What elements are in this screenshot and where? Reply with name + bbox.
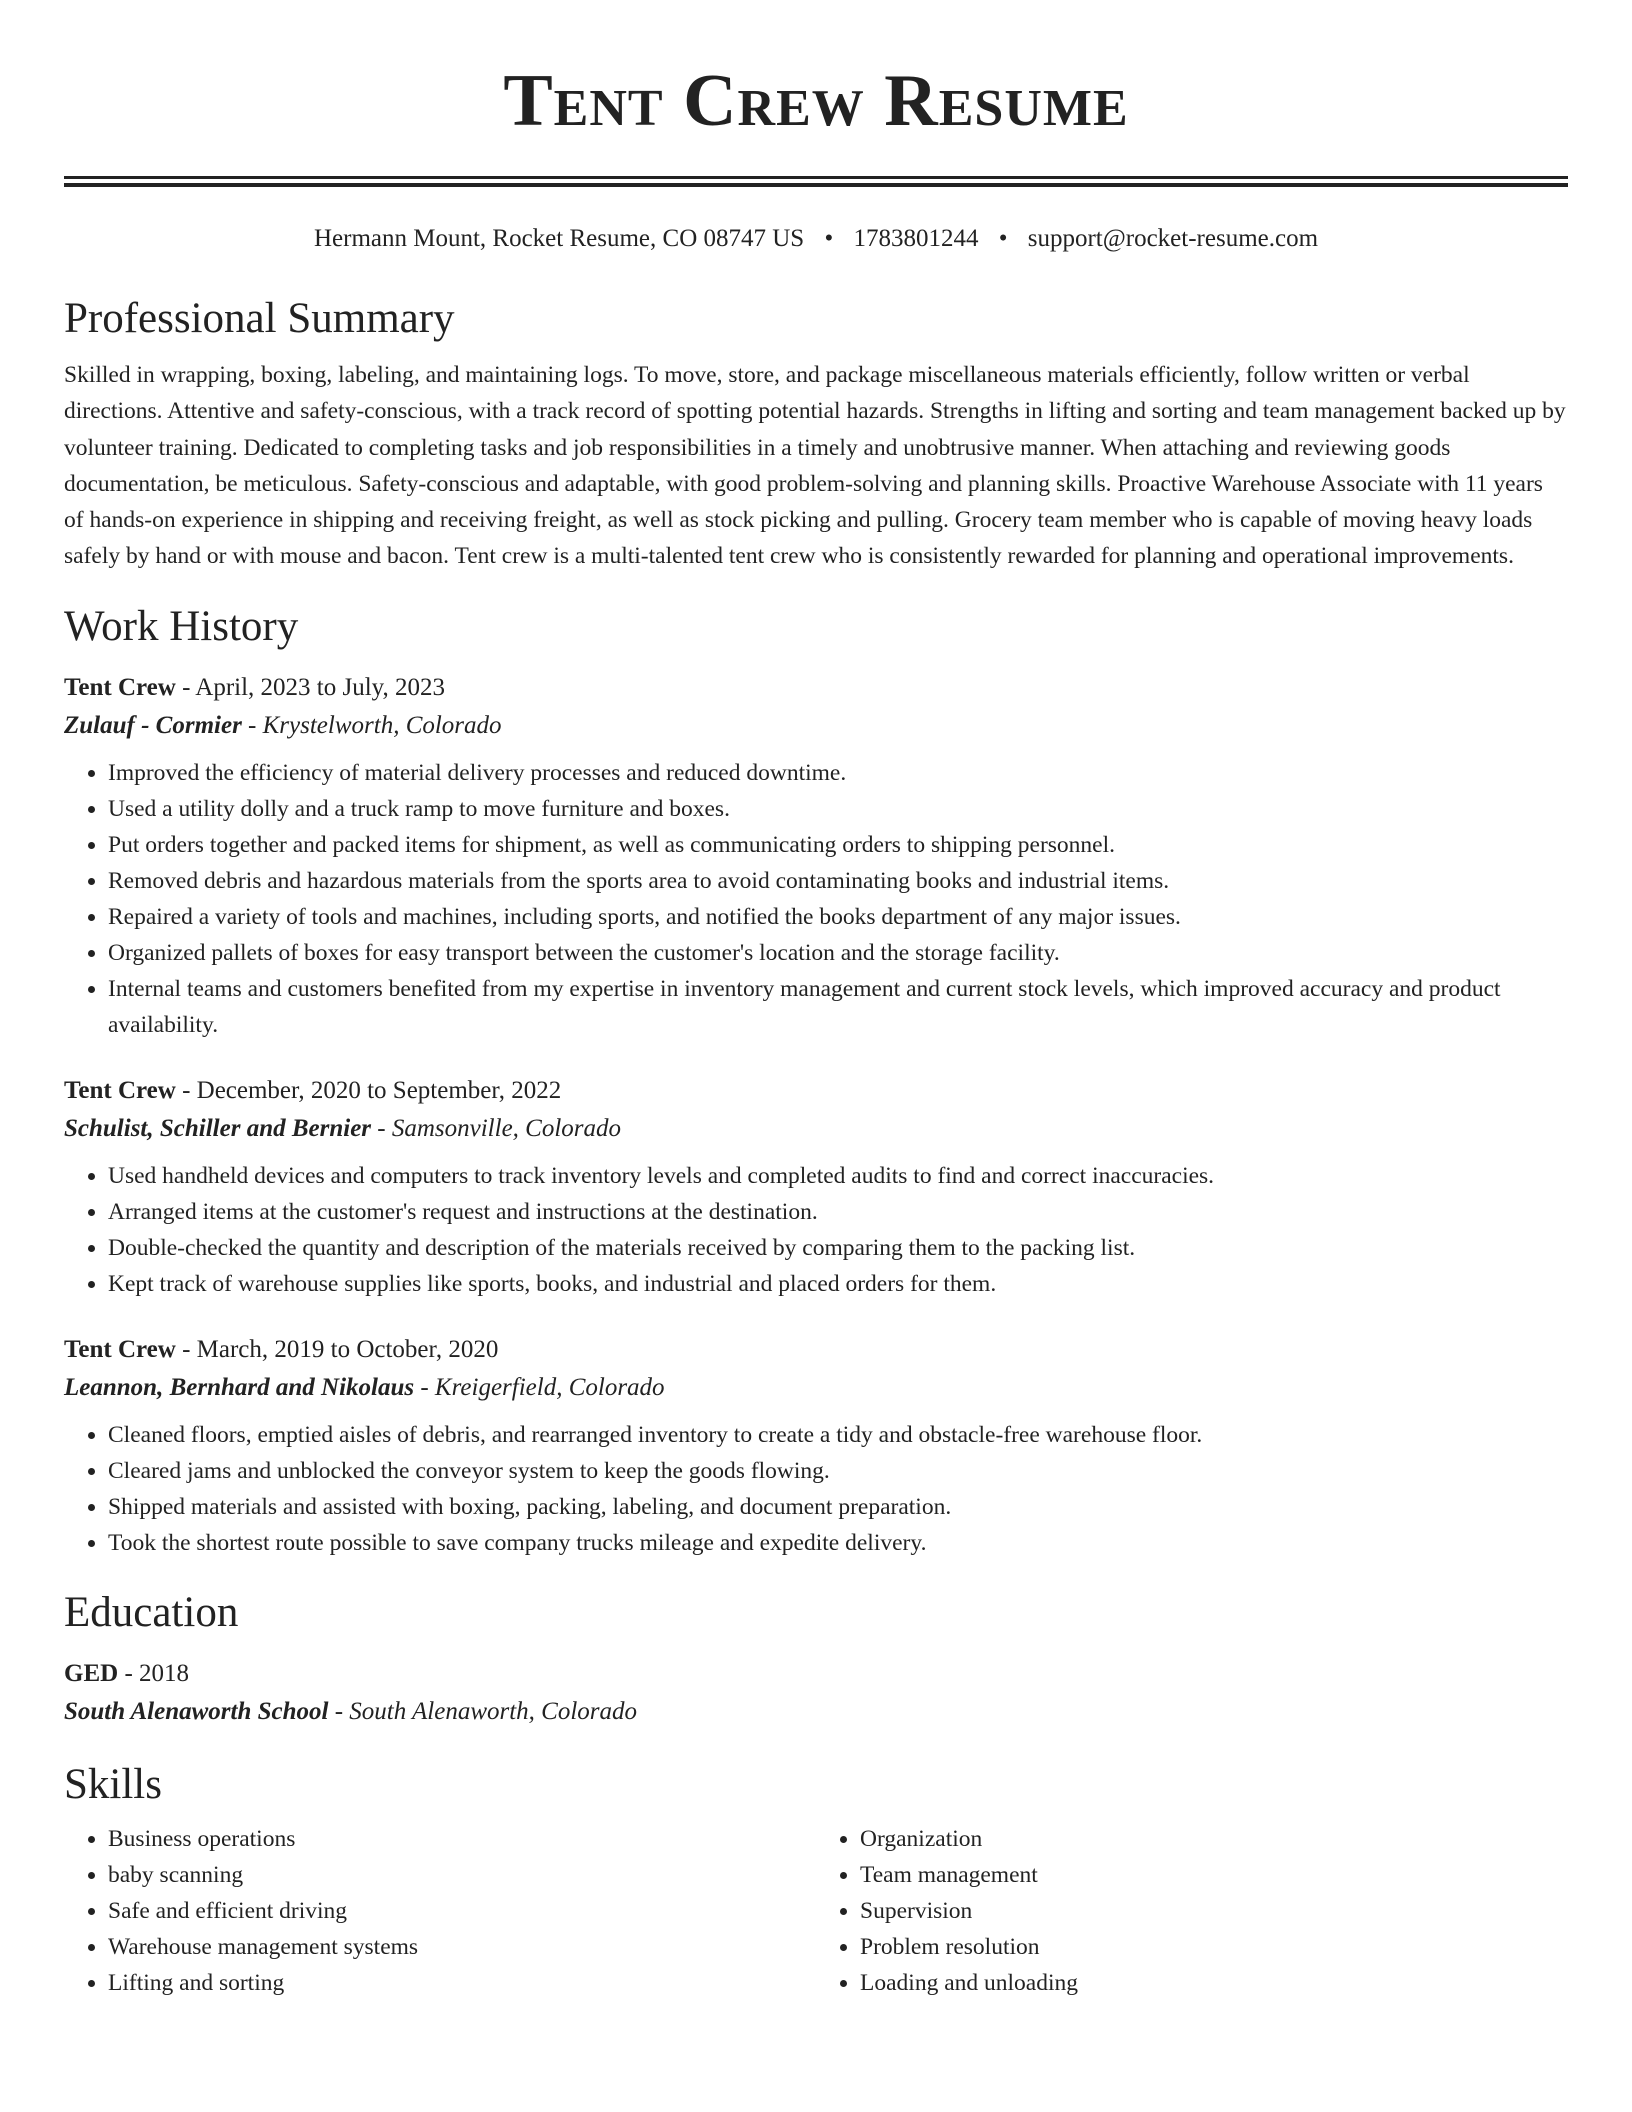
job-company-line: [64, 1110, 1568, 1148]
skill-item: • Supervision: [860, 1893, 1568, 1929]
summary-heading: Professional Summary: [64, 295, 455, 342]
skill-item: • Safe and efficient driving: [108, 1893, 816, 1929]
job-dates: - March, 2019 to October, 2020: [175, 1335, 499, 1363]
job-title: Tent Crew: [64, 1335, 176, 1363]
job-duties-list: [64, 1158, 1568, 1302]
job-duty: • Shipped materials and assisted with boxing, packing, labeling, and document preparation.: [108, 1489, 1568, 1525]
job-title-line: [64, 1331, 1568, 1369]
job-duty: • Cleared jams and unblocked the conveyor system to keep the goods flowing.: [108, 1453, 1568, 1489]
job-duty: • Used handheld devices and computers to track inventory levels and completed audits to find and correct inaccuracies.: [108, 1158, 1568, 1194]
skill-item: • baby scanning: [108, 1857, 816, 1893]
job-entry: [64, 669, 1568, 1043]
job-company: Schulist, Schiller and Bernier: [64, 1114, 372, 1142]
education-school: South Alenaworth School: [64, 1697, 329, 1725]
job-company-line: [64, 707, 1568, 745]
skill-item: • Lifting and sorting: [108, 1965, 816, 2001]
contact-separator: •: [824, 225, 834, 252]
skills-heading: Skills: [64, 1760, 162, 1808]
job-location: - Krystelworth, Colorado: [241, 711, 502, 739]
job-entry: [64, 1072, 1568, 1302]
job-company-line: [64, 1369, 1568, 1407]
job-duty: • Arranged items at the customer's request and instructions at the destination.: [108, 1194, 1568, 1230]
education-degree-line: [64, 1655, 1568, 1693]
job-duty: • Removed debris and hazardous materials from the sports area to avoid contaminating books and industrial items.: [108, 863, 1568, 899]
job-title-line: [64, 669, 1568, 707]
job-entry: [64, 1331, 1568, 1561]
job-duty: • Kept track of warehouse supplies like sports, books, and industrial and placed orders for them.: [108, 1266, 1568, 1302]
job-company: Zulauf - Cormier: [64, 711, 242, 739]
job-duty: • Took the shortest route possible to save company trucks mileage and expedite delivery.: [108, 1525, 1568, 1561]
contact-address: Hermann Mount, Rocket Resume, CO 08747 US: [313, 225, 805, 252]
job-duty: • Put orders together and packed items for shipment, as well as communicating orders to shipping personnel.: [108, 827, 1568, 863]
summary-text: Skilled in wrapping, boxing, labeling, and maintaining logs. To move, store, and package miscellaneous materials efficiently, follow written or verbal directions. Attentive and safety-conscious, with a track record of spotting potential hazards. Strengths in lifting and sorting and team management backed up by volunteer training. Dedicated to completing tasks and job responsibilities in a timely and unobtrusive manner. When attaching and reviewing goods documentation, be meticulous. Safety-conscious and adaptable, with good problem-solving and planning skills. Proactive Warehouse Associate with 11 years of hands-on experience in shipping and receiving freight, as well as stock picking and pulling. Grocery team member who is capable of moving heavy loads safely by hand or with mouse and bacon. Tent crew is a multi-talented tent crew who is consistently rewarded for planning and operational improvements.: [64, 362, 1566, 570]
skills-list-left: [64, 1821, 816, 2001]
job-duty: • Organized pallets of boxes for easy transport between the customer's location and the storage facility.: [108, 935, 1568, 971]
contact-separator: •: [998, 225, 1008, 252]
title-divider: [64, 176, 1568, 187]
job-duty: • Internal teams and customers benefited from my expertise in inventory management and current stock levels, which improved accuracy and product availability.: [108, 971, 1568, 1043]
job-title: Tent Crew: [64, 673, 176, 701]
job-location: - Samsonville, Colorado: [371, 1114, 622, 1142]
job-duty: • Repaired a variety of tools and machines, including sports, and notified the books department of any major issues.: [108, 899, 1568, 935]
education-entry: [64, 1655, 1568, 1731]
skill-item: • Business operations: [108, 1821, 816, 1857]
job-duty: • Used a utility dolly and a truck ramp to move furniture and boxes.: [108, 791, 1568, 827]
contact-line: [64, 223, 1568, 255]
job-title: Tent Crew: [64, 1076, 176, 1104]
contact-email: support@rocket-resume.com: [1027, 225, 1319, 252]
job-title-line: [64, 1072, 1568, 1110]
skill-item: • Team management: [860, 1857, 1568, 1893]
education-degree: GED: [64, 1659, 119, 1687]
skill-item: • Problem resolution: [860, 1929, 1568, 1965]
job-duty: • Double-checked the quantity and description of the materials received by comparing them to the packing list.: [108, 1230, 1568, 1266]
job-location: - Kreigerfield, Colorado: [414, 1373, 665, 1401]
skill-item: • Organization: [860, 1821, 1568, 1857]
job-duties-list: [64, 1417, 1568, 1561]
skill-item: • Warehouse management systems: [108, 1929, 816, 1965]
skills-list-right: [816, 1821, 1568, 2001]
work-history-heading: Work History: [64, 602, 299, 650]
education-year: - 2018: [118, 1659, 190, 1687]
skills-columns: [64, 1821, 1568, 2001]
job-dates: - December, 2020 to September, 2022: [175, 1076, 562, 1104]
education-heading: Education: [64, 1588, 239, 1636]
education-school-line: [64, 1693, 1568, 1731]
job-company: Leannon, Bernhard and Nikolaus: [64, 1373, 415, 1401]
job-duty: • Improved the efficiency of material delivery processes and reduced downtime.: [108, 755, 1568, 791]
resume-title: Tent Crew Resume: [503, 60, 1129, 142]
job-duties-list: [64, 755, 1568, 1043]
job-dates: - April, 2023 to July, 2023: [175, 673, 446, 701]
job-duty: • Cleaned floors, emptied aisles of debris, and rearranged inventory to create a tidy and obstacle-free warehouse floor.: [108, 1417, 1568, 1453]
skill-item: • Loading and unloading: [860, 1965, 1568, 2001]
education-location: - South Alenaworth, Colorado: [328, 1697, 638, 1725]
contact-phone: 1783801244: [853, 225, 979, 252]
